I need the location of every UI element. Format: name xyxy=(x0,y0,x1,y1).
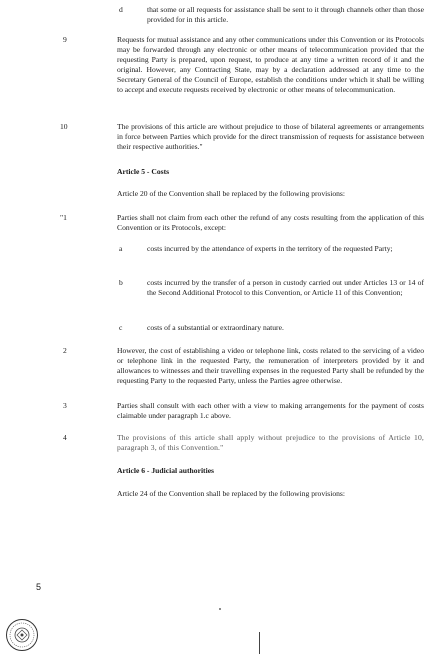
para-9-number: 9 xyxy=(63,35,67,44)
article-5-heading: Article 5 - Costs xyxy=(117,167,170,176)
item-b-label: b xyxy=(119,278,123,287)
para-10-number: 10 xyxy=(60,122,68,131)
article-5-para-1-number: "1 xyxy=(60,213,67,222)
scan-line-mark xyxy=(259,632,260,654)
para-10-text: The provisions of this article are without prejudice to those of bilateral agreements or arrangements in force between Parties which provide for the direct transmission of requests for assistance between their respective authorities." xyxy=(117,122,424,151)
item-c-text: costs of a substantial or extraordinary nature. xyxy=(147,323,284,332)
article-5-para-4-number: 4 xyxy=(63,433,67,442)
para-9-text: Requests for mutual assistance and any other communications under this Convention or its Protocols may be forwarded through any electronic or other means of telecommunication provided that the requesting Party is prepared, upon request, to produce at any time a written record of it and the original. However, any Contracting State, may by a declaration addressed at any time to the Secretary General of the Council of Europe, establish the conditions under which it shall be willing to accept and execute requests received by electronic or other means of telecommunication. xyxy=(117,35,424,94)
official-seal-stamp xyxy=(5,618,39,652)
page-number: 5 xyxy=(36,582,42,592)
article-5-intro: Article 20 of the Convention shall be replaced by the following provisions: xyxy=(117,189,345,198)
item-d-text: that some or all requests for assistance shall be sent to it through channels other than those provided for in this article. xyxy=(147,5,424,24)
item-b-text: costs incurred by the transfer of a person in custody carried out under Articles 13 or 14 of the Second Additional Protocol to this Convention, or Article 11 of this Convention; xyxy=(147,278,424,297)
item-a-label: a xyxy=(119,244,123,253)
article-5-para-4-text: The provisions of this article shall apply without prejudice to the provisions of Article 10, paragraph 3, of this Convention." xyxy=(117,433,424,452)
item-a-text: costs incurred by the attendance of experts in the territory of the requested Party; xyxy=(147,244,393,253)
article-5-para-1-text: Parties shall not claim from each other the refund of any costs resulting from the application of this Convention or its Protocols, except: xyxy=(117,213,424,232)
item-c-label: c xyxy=(119,323,123,332)
article-6-heading: Article 6 - Judicial authorities xyxy=(117,466,215,475)
item-d-label: d xyxy=(119,5,123,14)
article-5-para-3-text: Parties shall consult with each other with a view to making arrangements for the payment of costs claimable under paragraph 1.c above. xyxy=(117,401,424,420)
article-5-para-3-number: 3 xyxy=(63,401,67,410)
article-5-para-2-text: However, the cost of establishing a video or telephone link, costs related to the servicing of a video or telephone link in the requested Party, the remuneration of interpreters provided by it and allowances to witnesses and their travelling expenses in the requested Party shall be refunded by the requesting Party to the requested Party, unless the Parties agree otherwise. xyxy=(117,346,424,385)
article-5-para-2-number: 2 xyxy=(63,346,67,355)
article-6-intro: Article 24 of the Convention shall be replaced by the following provisions: xyxy=(117,489,345,498)
scan-speck xyxy=(219,608,221,610)
